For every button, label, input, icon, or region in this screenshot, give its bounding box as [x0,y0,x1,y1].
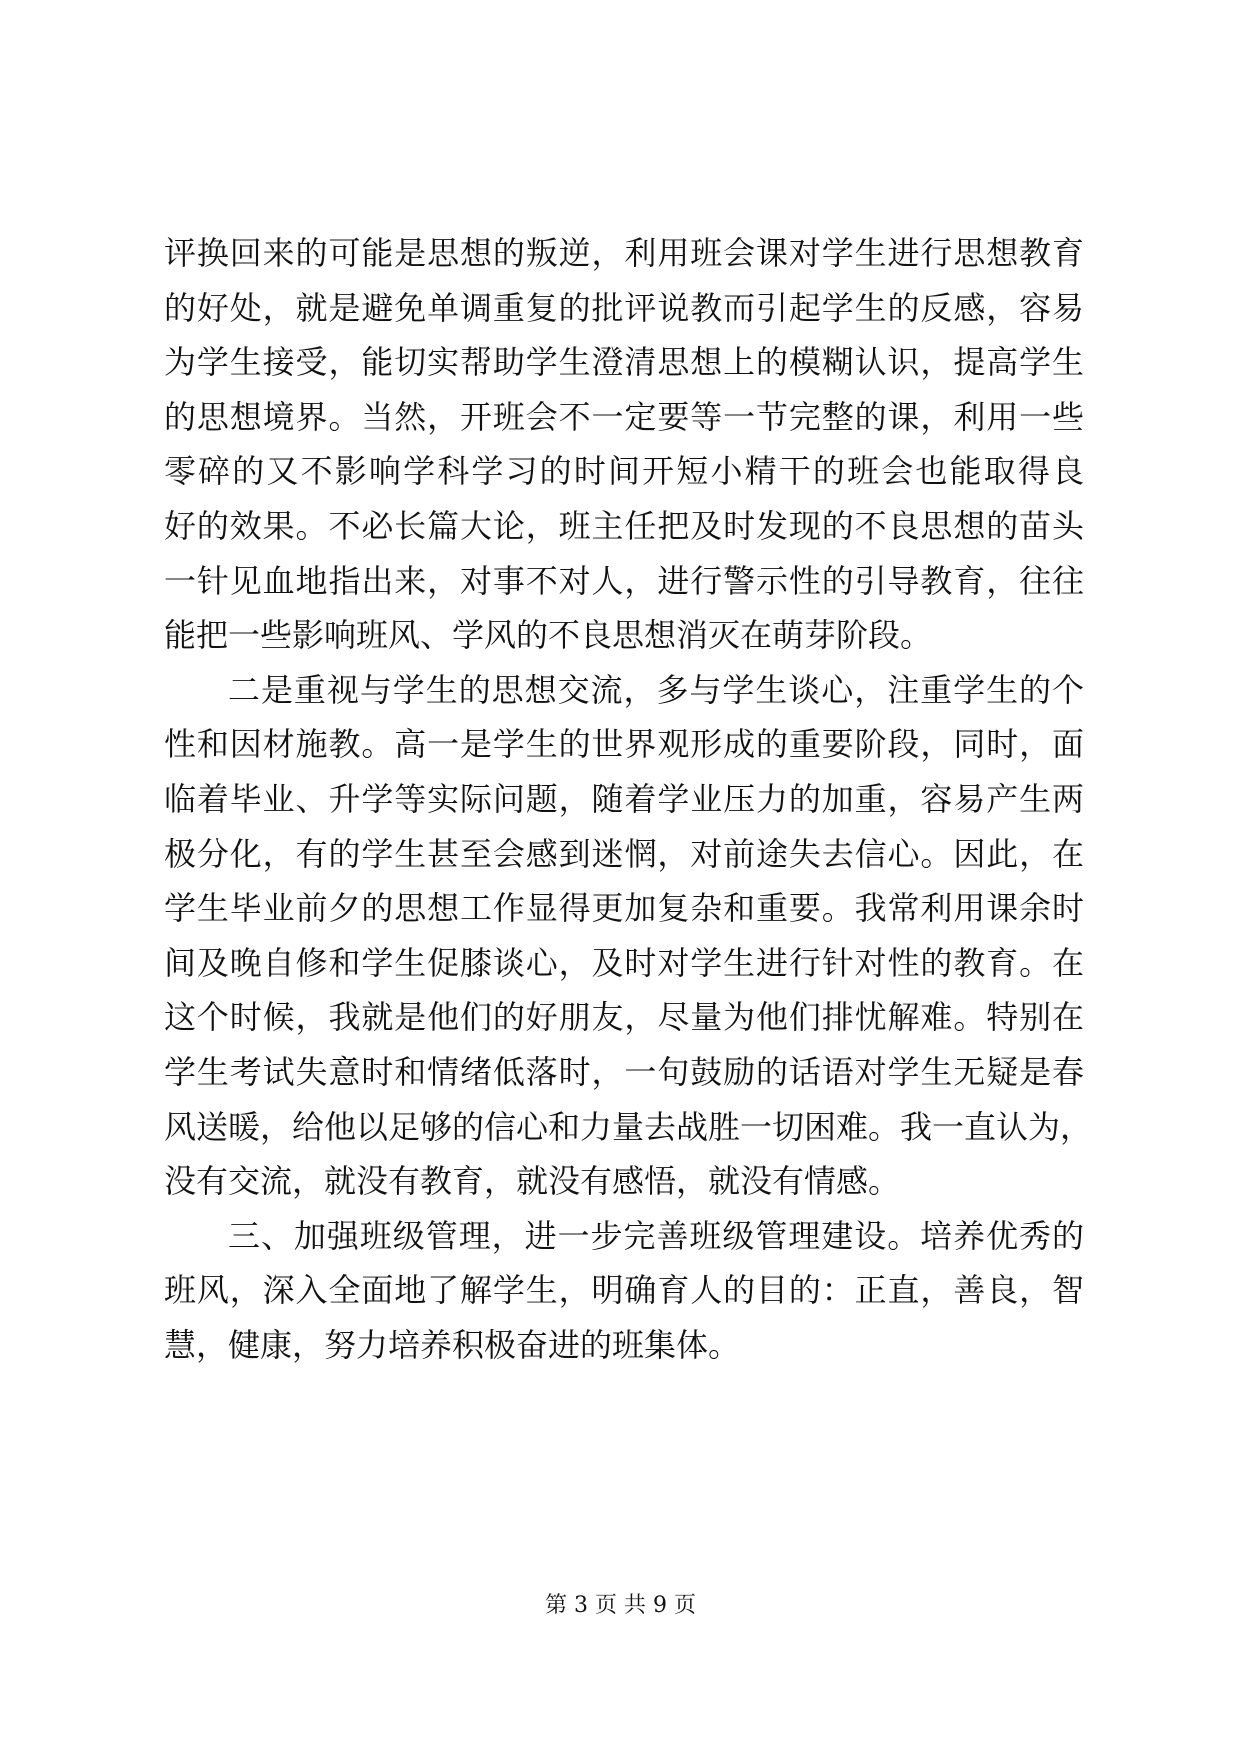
paragraph-1-line-2: 的好处，就是避免单调重复的批评说教而引起学生的反感，容易 [164,288,1084,327]
paragraph-3-line-1: 三、加强班级管理，进一步完善班级管理建设。培养优秀的 [228,1216,1084,1255]
paragraph-1-line-1: 评换回来的可能是思想的叛逆，利用班会课对学生进行思想教育 [164,234,1084,272]
paragraph-2-line-5: 学生毕业前夕的思想工作显得更加复杂和重要。我常利用课余时 [164,889,1084,928]
paragraph-1-line-8: 能把一些影响班风、学风的不良思想消灭在萌芽阶段。 [164,616,933,655]
paragraph-2-line-1: 二是重视与学生的思想交流，多与学生谈心，注重学生的个 [228,670,1084,709]
paragraph-3-line-3: 慧，健康，努力培养积极奋进的班集体。 [164,1325,741,1364]
paragraph-3-line-2: 班风，深入全面地了解学生，明确育人的目的：正直，善良，智 [164,1271,1084,1310]
paragraph-2-line-6: 间及晚自修和学生促膝谈心，及时对学生进行针对性的教育。在 [164,943,1084,982]
paragraph-1-line-7: 一针见血地指出来，对事不对人，进行警示性的引导教育，往往 [164,561,1084,600]
paragraph-1-line-3: 为学生接受，能切实帮助学生澄清思想上的模糊认识，提高学生 [164,343,1084,382]
paragraph-1-line-5: 零碎的又不影响学科学习的时间开短小精干的班会也能取得良 [164,452,1084,491]
paragraph-2-line-4: 极分化，有的学生甚至会感到迷惘，对前途失去信心。因此，在 [164,834,1084,873]
paragraph-2-line-8: 学生考试失意时和情绪低落时，一句鼓励的话语对学生无疑是春 [164,1052,1084,1091]
paragraph-2-line-10: 没有交流，就没有教育，就没有感悟，就没有情感。 [164,1162,901,1201]
paragraph-1-line-6: 好的效果。不必长篇大论，班主任把及时发现的不良思想的苗头 [164,506,1084,545]
paragraph-2-line-2: 性和因材施教。高一是学生的世界观形成的重要阶段，同时，面 [164,725,1084,764]
paragraph-1-line-4: 的思想境界。当然，开班会不一定要等一节完整的课，利用一些 [164,397,1084,436]
paragraph-2-line-7: 这个时候，我就是他们的好朋友，尽量为他们排忧解难。特别在 [164,998,1084,1037]
page-number-footer: 第 3 页 共 9 页 [545,1593,696,1618]
paragraph-2-line-9: 风送暖，给他以足够的信心和力量去战胜一切困难。我一直认为， [164,1107,1093,1146]
paragraph-2-line-3: 临着毕业、升学等实际问题，随着学业压力的加重，容易产生两 [164,779,1084,818]
document-body [164,226,1093,1372]
